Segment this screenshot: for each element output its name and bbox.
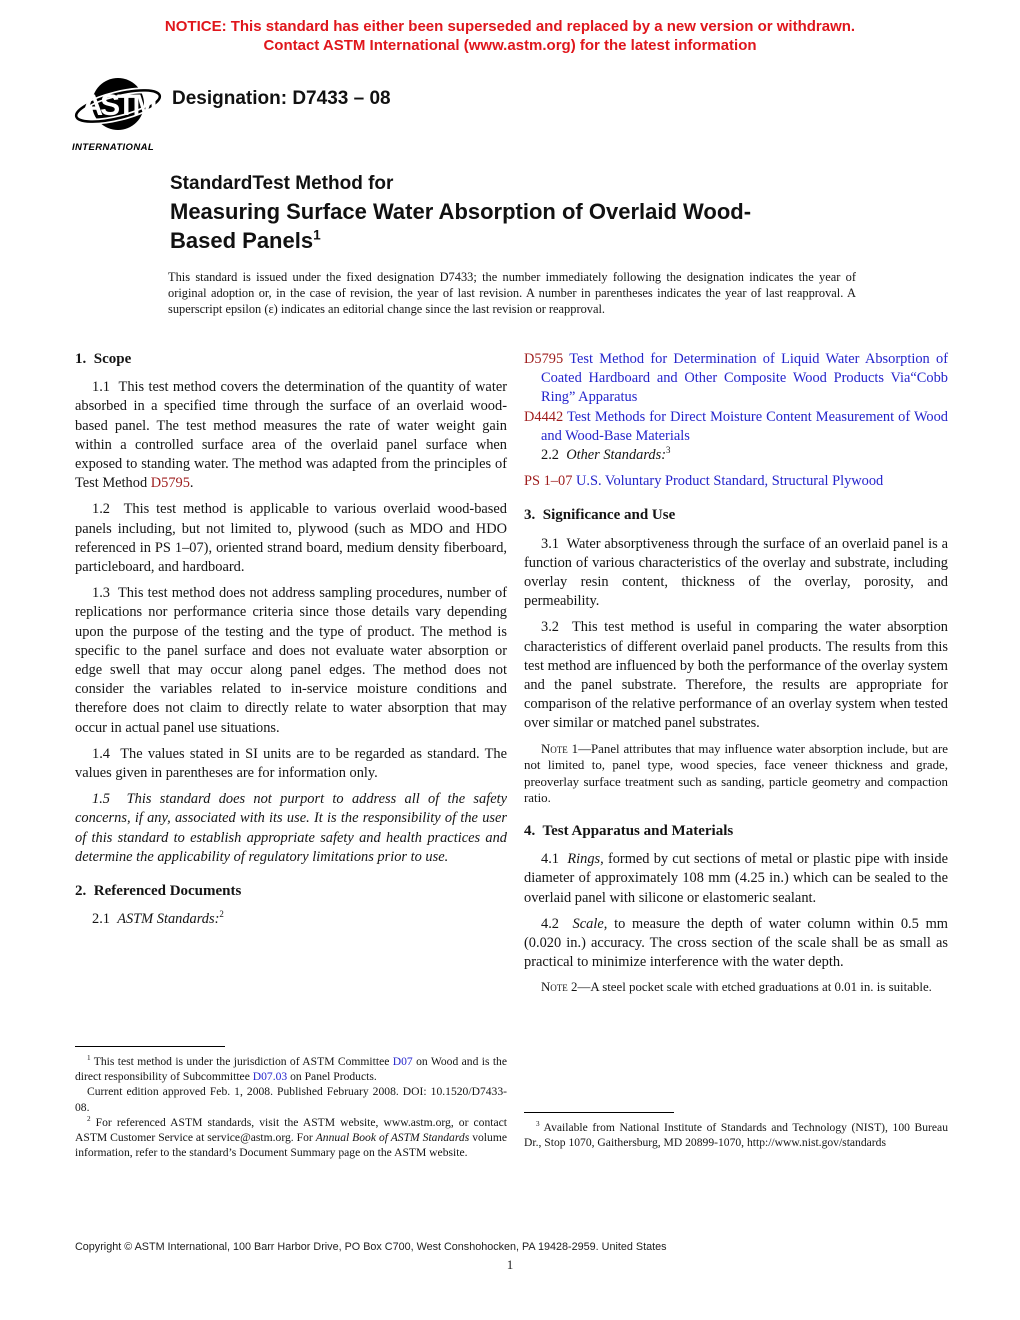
document-title — [170, 171, 886, 255]
astm-logo-text: ASTM — [81, 89, 155, 122]
designation: Designation: D7433 – 08 — [172, 88, 391, 109]
link-d5795-ref[interactable]: D5795 — [524, 351, 564, 367]
footnote-3-text: Available from National Institute of Standards and Technology (NIST), 100 Bureau Dr., Stop 1070, Gaithersburg, MD 20899-1070, http://www.nist.gov/standards — [524, 1121, 948, 1150]
para-4-1 — [524, 850, 948, 908]
reference-d4442-title: Test Methods for Direct Moisture Content Measurement of Wood and Wood-Base Materials — [541, 408, 948, 444]
title-line-2: Measuring Surface Water Absorption of Overlaid Wood- — [170, 199, 752, 224]
para-4-1-term: Rings — [567, 851, 601, 868]
section-heading-referenced-documents: 2. Referenced Documents — [75, 883, 242, 900]
footnote-1-marker: 1 — [87, 1054, 91, 1063]
note-1 — [524, 741, 948, 807]
para-4-1-text: , formed by cut sections of metal or plastic pipe with inside diameter of approximately 108 mm (4.25 in.) which can be sealed to the overlaid panel with silicone or elastomeric sealant. — [524, 851, 948, 906]
notice-line-2: Contact ASTM International (www.astm.org) for the latest information — [263, 36, 757, 54]
footnotes-right — [524, 1112, 948, 1150]
para-1-5: 1.5 This standard does not purport to address all of the safety concerns, if any, associated with its use. It is the responsibility of the user of this standard to establish appropriate safety and health practices and determine the applicability of regulatory limitations prior to use. — [75, 791, 507, 865]
title-line-3 — [170, 226, 886, 255]
notice-line-1: NOTICE: This standard has either been superseded and replaced by a new version or withdrawn. — [164, 18, 856, 35]
footnote-3 — [524, 1120, 948, 1150]
reference-ps1-07 — [524, 472, 948, 491]
footnote-1-text-a: This test method is under the jurisdiction of ASTM Committee — [90, 1055, 393, 1068]
para-3-2: 3.2 This test method is useful in comparing the water absorption characteristics of different overlaid panel products. The results from this test method are influenced by both the performance of the overlay system and the panel substrate. Therefore, the results are appropriate for comparison of the relative performance of an overlay system when tested over similar or matched panel substrates. — [524, 619, 948, 732]
left-column — [75, 350, 507, 936]
para-4-2-term: Scale — [572, 915, 604, 932]
para-1-4: 1.4 The values stated in SI units are to be regarded as standard. The values given in parentheses are for information only. — [75, 745, 507, 782]
para-4-1-num: 4.1 — [541, 851, 568, 868]
astm-globe-icon — [72, 74, 164, 140]
title-line-3-text: Based Panels — [170, 228, 314, 253]
title-line-1: StandardTest Method for — [170, 173, 394, 194]
footnote-1-edition: Current edition approved Feb. 1, 2008. Published February 2008. DOI: 10.1520/D7433-08. — [75, 1085, 507, 1114]
para-2-2 — [524, 446, 948, 465]
footnote-3-marker: 3 — [536, 1120, 540, 1129]
para-4-2-text: , to measure the depth of water column within 0.5 mm (0.020 in.) accuracy. The cross section of the scale shall be as small as practical to minimize interference with the water depth. — [524, 915, 949, 971]
link-d4442-ref[interactable]: D4442 — [524, 408, 564, 425]
reference-d5795 — [524, 350, 948, 408]
astm-logo-international: INTERNATIONAL — [72, 142, 155, 153]
para-2-1-num: 2.1 — [92, 911, 118, 928]
para-2-1-label: ASTM Standards: — [117, 911, 220, 928]
note-2-text: A steel pocket scale with etched graduations at 0.01 in. is suitable. — [590, 980, 932, 995]
para-2-1 — [75, 910, 507, 929]
note-2 — [524, 979, 948, 996]
link-d5795[interactable]: D5795 — [150, 475, 190, 492]
link-d07[interactable]: D07 — [392, 1055, 413, 1068]
supersession-notice — [0, 18, 1020, 55]
section-heading-apparatus: 4. Test Apparatus and Materials — [524, 823, 734, 840]
footnote-2 — [75, 1115, 507, 1161]
link-d07-03[interactable]: D07.03 — [252, 1070, 288, 1084]
note-1-text: Panel attributes that may influence water absorption include, but are not limited to, panel type, wood species, face veneer thickness and grade, preoverlay surface treatment such as sanding, particle geometry and compaction ratio. — [524, 741, 948, 806]
para-2-2-footnote-ref: 3 — [666, 445, 671, 456]
copyright-line: Copyright © ASTM International, 100 Barr Harbor Drive, PO Box C700, West Conshohocken, PA 19428-2959. United States — [75, 1241, 667, 1253]
footnote-rule-left — [75, 1046, 225, 1047]
footnote-2-book-title: Annual Book of ASTM Standards — [315, 1131, 470, 1145]
para-4-2 — [524, 915, 948, 973]
page-number: 1 — [506, 1257, 514, 1272]
para-2-2-num: 2.2 — [541, 447, 567, 464]
reference-ps1-07-title: U.S. Voluntary Product Standard, Structural Plywood — [572, 473, 884, 490]
para-2-2-label: Other Standards: — [566, 447, 666, 464]
note-2-label: Note 2— — [541, 980, 591, 995]
reference-d5795-title: Test Method for Determination of Liquid Water Absorption of Coated Hardboard and Other Composite Wood Products Via“Cobb Ring” Apparatus — [541, 351, 948, 406]
para-1-1-text: 1.1 This test method covers the determination of the quantity of water absorbed in a specified time through the surface of an overlaid wood-based panel. The test method measures the rate of water weight gain within a controlled surface area of the overlaid panel surface when exposed to standing water. The method was adapted from the principles of Test Method — [75, 379, 507, 492]
astm-logo — [72, 74, 176, 153]
footnote-1-text-c: on Panel Products. — [287, 1070, 377, 1084]
section-heading-scope: 1. Scope — [75, 351, 132, 367]
para-1-1-end: . — [189, 475, 194, 492]
footnote-1 — [75, 1054, 507, 1084]
reference-d4442 — [524, 408, 948, 446]
footnote-2-marker: 2 — [87, 1114, 91, 1123]
para-1-2: 1.2 This test method is applicable to various overlaid wood-based panels including, but not limited to, plywood (such as MDO and HDO referenced in PS 1–07), oriented strand board, medium density fiberboard, particleboard, and hardboard. — [75, 501, 507, 576]
footnote-1-text-b: on Wood and is the direct responsibility of Subcommittee — [75, 1055, 507, 1084]
para-4-2-num: 4.2 — [541, 915, 573, 932]
para-1-1 — [75, 378, 507, 493]
title-footnote-ref: 1 — [313, 227, 321, 243]
footnote-2-text-a: For referenced ASTM standards, visit the ASTM website, www.astm.org, or contact ASTM Customer Service at service@astm.org. For — [75, 1115, 507, 1145]
para-3-1: 3.1 Water absorptiveness through the surface of an overlaid panel is a function of various characteristics of the overlay and substrate, including overlay resin content, thickness of the overlay, porosity, and permeability. — [524, 535, 948, 610]
link-ps1-07[interactable]: PS 1–07 — [524, 473, 573, 490]
footnote-rule-right — [524, 1112, 674, 1113]
footnotes-left — [75, 1046, 507, 1160]
para-2-1-footnote-ref: 2 — [219, 909, 224, 920]
section-heading-significance: 3. Significance and Use — [524, 507, 676, 524]
para-1-3: 1.3 This test method does not address sampling procedures, number of replications nor performance criteria since those details vary depending upon the purpose of the testing and the type of product. The method is specific to the panel surface and does not evaluate water absorption or edge swell that may occur along panel edges. The method does not consider the variables related to in-service moisture conditions and therefore does not claim to directly relate to water absorption that may occur in actual panel use situations. — [75, 585, 507, 736]
footnote-2-text-b: volume information, refer to the standard’s Document Summary page on the ASTM website. — [75, 1131, 507, 1160]
note-1-label: Note 1— — [541, 741, 591, 756]
issuance-note: This standard is issued under the fixed designation D7433; the number immediately following the designation indicates the year of original adoption or, in the case of revision, the year of last revision. A number in parentheses indicates the year of last reapproval. A superscript epsilon (ε) indicates an editorial change since the last revision or reapproval. — [168, 270, 856, 317]
right-column — [524, 350, 948, 1004]
